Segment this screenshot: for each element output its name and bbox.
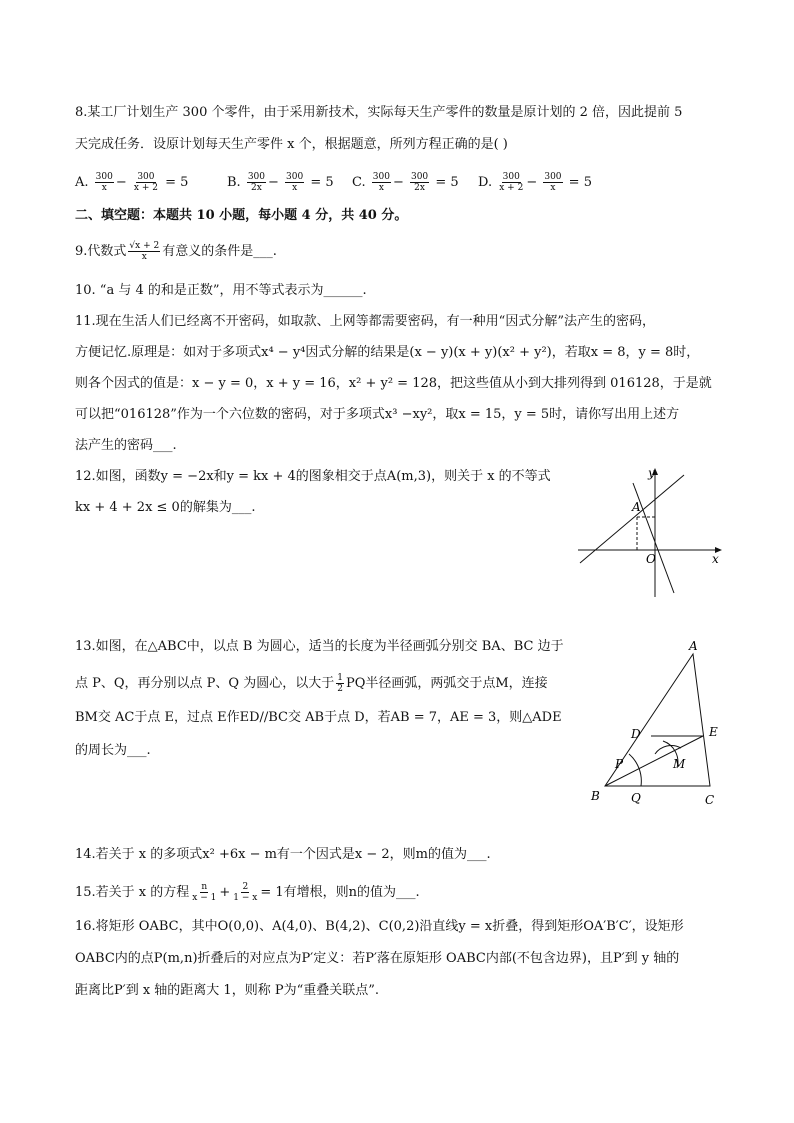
- label-b: B: [591, 789, 600, 803]
- q9: 9.代数式 $\frac{√x + 2}{x}$ 有意义的条件是___.: [75, 241, 277, 262]
- arc-pq: [629, 754, 641, 786]
- label-y: y: [648, 466, 655, 480]
- q12-figure: [570, 465, 730, 600]
- label-e: E: [709, 725, 718, 739]
- q8-option-b[interactable]: B. $\frac{300}{2x}$ − $\frac{300}{x}$ = 5: [227, 172, 334, 193]
- label-o: O: [646, 552, 656, 566]
- q16-line3: 距离比P′到 x 轴的距离大 1，则称 P为“重叠关联点”.: [75, 983, 380, 998]
- q14: 14.若关于 x 的多项式x² +6x − m有一个因式是x − 2，则m的值为___.: [75, 847, 491, 862]
- q12-line1: 12.如图，函数y = −2x和y = kx + 4的图象相交于点A(m,3)，则关于 x 的不等式: [75, 469, 551, 484]
- q11-line1: 11.现在生活人们已经离不开密码，如取款、上网等都需要密码，有一种用“因式分解”法产生的密码，: [75, 314, 655, 329]
- q13-line4: 的周长为___.: [75, 743, 151, 758]
- label-c: C: [705, 793, 715, 807]
- label-m: M: [673, 757, 686, 771]
- q13-line1: 13.如图，在△ABC中，以点 B 为圆心，适当的长度为半径画弧分别交 BA、BC 边于: [75, 639, 564, 654]
- q11-line5: 法产生的密码___.: [75, 438, 177, 453]
- q8-option-a[interactable]: A. $\frac{300}{x}$ − $\frac{300}{x + 2}$ = 5: [75, 172, 189, 193]
- q11-line3: 则各个因式的值是：x − y = 0，x + y = 16，x² + y² = 128，把这些值从小到大排列得到 016128，于是就: [75, 376, 712, 391]
- q8-option-c[interactable]: C. $\frac{300}{x}$ − $\frac{300}{2x}$ = 5: [352, 172, 459, 193]
- label-d: D: [631, 727, 641, 741]
- label-a: A: [632, 500, 641, 514]
- q13-line3: BM交 AC于点 E，过点 E作ED//BC交 AB于点 D，若AB = 7，AE = 3，则△ADE: [75, 710, 562, 725]
- section-heading: 二、填空题：本题共 10 小题，每小题 4 分，共 40 分。: [75, 208, 408, 223]
- label-a: A: [689, 639, 698, 653]
- q15: 15.若关于 x 的方程 $\frac{n}{x - 1}$ + $\frac{2}{1 - x}$ = 1有增根，则n的值为___.: [75, 882, 420, 903]
- q13-figure: [585, 636, 735, 814]
- q8-line1: 8.某工厂计划生产 300 个零件，由于采用新技术，实际每天生产零件的数量是原计划的 2 倍，因此提前 5: [75, 105, 683, 120]
- q11-line2: 方便记忆.原理是：如对于多项式x⁴ − y⁴因式分解的结果是(x − y)(x + y)(x² + y²)，若取x = 8，y = 8时，: [75, 345, 700, 360]
- q13-line2: 点 P、Q，再分别以点 P、Q 为圆心，以大于 $\frac{1}{2}$ PQ半径画弧，两弧交于点M，连接: [75, 673, 548, 694]
- q8-line2: 天完成任务．设原计划每天生产零件 x 个，根据题意，所列方程正确的是( ): [75, 137, 508, 152]
- q16-line1: 16.将矩形 OABC，其中O(0,0)、A(4,0)、B(4,2)、C(0,2)沿直线y = x折叠，得到矩形OA′B′C′，设矩形: [75, 919, 684, 934]
- label-x: x: [712, 552, 719, 566]
- q10: 10. “a 与 4 的和是正数”，用不等式表示为______.: [75, 283, 367, 298]
- q11-line4: 可以把“016128”作为一个六位数的密码，对于多项式x³ −xy²，取x = 15，y = 5时，请你写出用上述方: [75, 407, 680, 422]
- q8-option-d[interactable]: D. $\frac{300}{x + 2}$ − $\frac{300}{x}$ = 5: [478, 172, 592, 193]
- label-p: P: [615, 757, 624, 771]
- label-q: Q: [631, 791, 641, 805]
- q16-line2: OABC内的点P(m,n)折叠后的对应点为P′定义：若P′落在原矩形 OABC内部(不包含边界)，且P′到 y 轴的: [75, 951, 680, 966]
- q12-line2: kx + 4 + 2x ≤ 0的解集为___.: [75, 500, 256, 515]
